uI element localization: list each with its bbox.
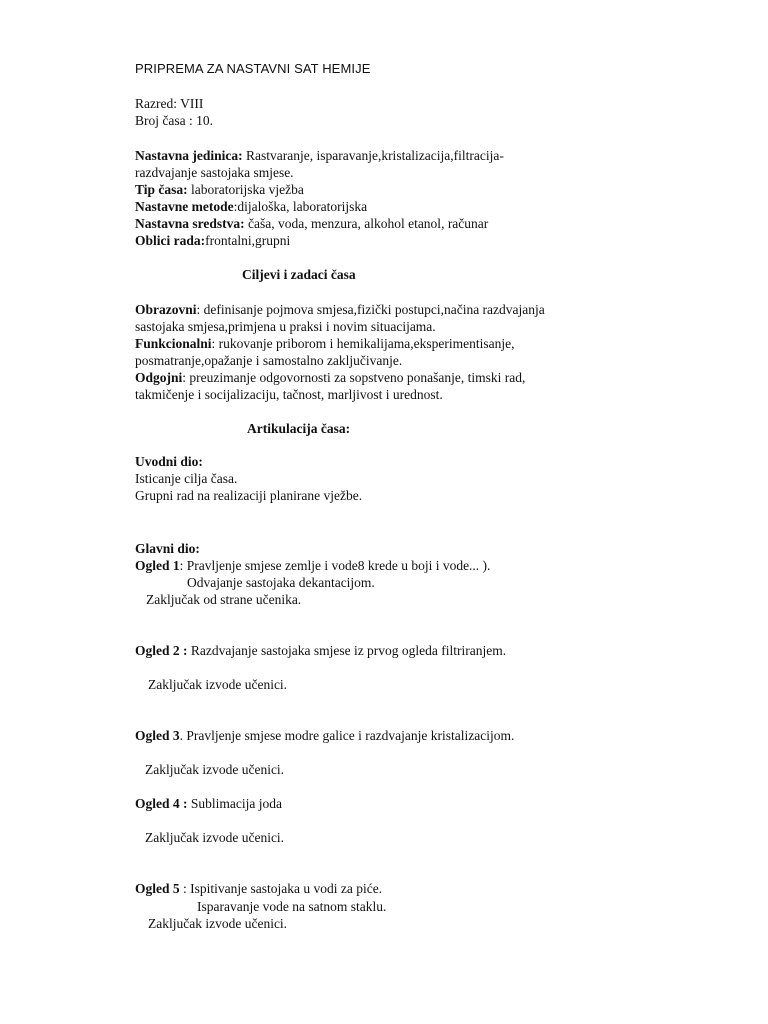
ogled-3-text: . Pravljenje smjese modre galice i razdvajanje kristalizacijom. <box>179 728 515 743</box>
uvodni-line-1: Isticanje cilja časa. <box>135 471 238 486</box>
funkcionalni-cont: posmatranje,opažanje i samostalno zaključivanje. <box>135 353 403 368</box>
ogled-3-label: Ogled 3 <box>135 728 180 743</box>
nastavne-metode-label: Nastavne metode <box>135 199 234 214</box>
tip-casa-text: laboratorijska vježba <box>187 182 304 197</box>
artikulacija-heading: Artikulacija časa: <box>247 421 351 436</box>
oblici-rada-label: Oblici rada: <box>135 233 206 248</box>
nastavne-metode-text: :dijaloška, laboratorijska <box>233 199 368 214</box>
ogled-5-line-2: Isparavanje vode na satnom staklu. <box>197 899 387 914</box>
obrazovni-line <box>135 301 545 318</box>
oblici-rada-line <box>135 232 290 249</box>
tip-casa-line <box>135 181 304 198</box>
odgojni-cont: takmičenje i socijalizaciju, tačnost, marljivost i urednost. <box>135 387 443 402</box>
ogled-4-line <box>135 795 282 812</box>
oblici-rada-text: frontalni,grupni <box>205 233 291 248</box>
nastavna-jedinica-line <box>135 147 504 164</box>
nastavna-sredstva-label: Nastavna sredstva: <box>135 216 245 231</box>
funkcionalni-label: Funkcionalni <box>135 336 212 351</box>
odgojni-label: Odgojni <box>135 370 183 385</box>
uvodni-dio-heading: Uvodni dio: <box>135 454 203 469</box>
razred-line: Razred: VIII <box>135 96 204 111</box>
ogled-1-label: Ogled 1 <box>135 558 180 573</box>
nastavna-jedinica-label: Nastavna jedinica: <box>135 148 243 163</box>
ogled-4-label: Ogled 4 : <box>135 796 188 811</box>
ogled-1-line <box>135 557 490 574</box>
nastavne-metode-line <box>135 198 367 215</box>
funkcionalni-line <box>135 335 514 352</box>
obrazovni-text: : definisanje pojmova smjesa,fizički postupci,načina razdvajanja <box>196 302 545 317</box>
ogled-5-zakljucak: Zaključak izvode učenici. <box>148 916 288 931</box>
document-title: PRIPREMA ZA NASTAVNI SAT HEMIJE <box>135 61 371 76</box>
ogled-4-zakljucak: Zaključak izvode učenici. <box>145 830 285 845</box>
ogled-5-line <box>135 880 382 897</box>
funkcionalni-text: : rukovanje priborom i hemikalijama,eksperimentisanje, <box>211 336 515 351</box>
obrazovni-label: Obrazovni <box>135 302 197 317</box>
uvodni-line-2: Grupni rad na realizaciji planirane vježbe. <box>135 488 363 503</box>
obrazovni-cont: sastojaka smjesa,primjena u praksi i novim situacijama. <box>135 319 436 334</box>
ogled-1-zakljucak: Zaključak od strane učenika. <box>146 592 302 607</box>
ogled-5-text: : Ispitivanje sastojaka u vodi za piće. <box>179 881 383 896</box>
ogled-2-zakljucak: Zaključak izvode učenici. <box>148 677 288 692</box>
ogled-1-line-2: Odvajanje sastojaka dekantacijom. <box>187 575 375 590</box>
tip-casa-label: Tip časa: <box>135 182 188 197</box>
nastavna-sredstva-line <box>135 215 488 232</box>
ogled-3-zakljucak: Zaključak izvode učenici. <box>145 762 285 777</box>
ogled-2-text: Razdvajanje sastojaka smjese iz prvog ogleda filtriranjem. <box>187 643 507 658</box>
ogled-1-text: : Pravljenje smjese zemlje i vode8 krede u boji i vode... ). <box>179 558 491 573</box>
odgojni-text: : preuzimanje odgovornosti za sopstveno ponašanje, timski rad, <box>182 370 526 385</box>
nastavna-sredstva-text: čaša, voda, menzura, alkohol etanol, računar <box>244 216 489 231</box>
nastavna-jedinica-text: Rastvaranje, isparavanje,kristalizacija,filtracija- <box>242 148 504 163</box>
ogled-3-line <box>135 727 514 744</box>
glavni-dio-heading: Glavni dio: <box>135 541 200 556</box>
ogled-2-label: Ogled 2 : <box>135 643 188 658</box>
nastavna-jedinica-cont: razdvajanje sastojaka smjese. <box>135 165 294 180</box>
ciljevi-heading: Ciljevi i zadaci časa <box>242 267 356 282</box>
odgojni-line <box>135 369 525 386</box>
ogled-2-line <box>135 642 506 659</box>
ogled-4-text: Sublimacija joda <box>187 796 282 811</box>
ogled-5-label: Ogled 5 <box>135 881 180 896</box>
broj-casa-line: Broj časa : 10. <box>135 113 213 128</box>
